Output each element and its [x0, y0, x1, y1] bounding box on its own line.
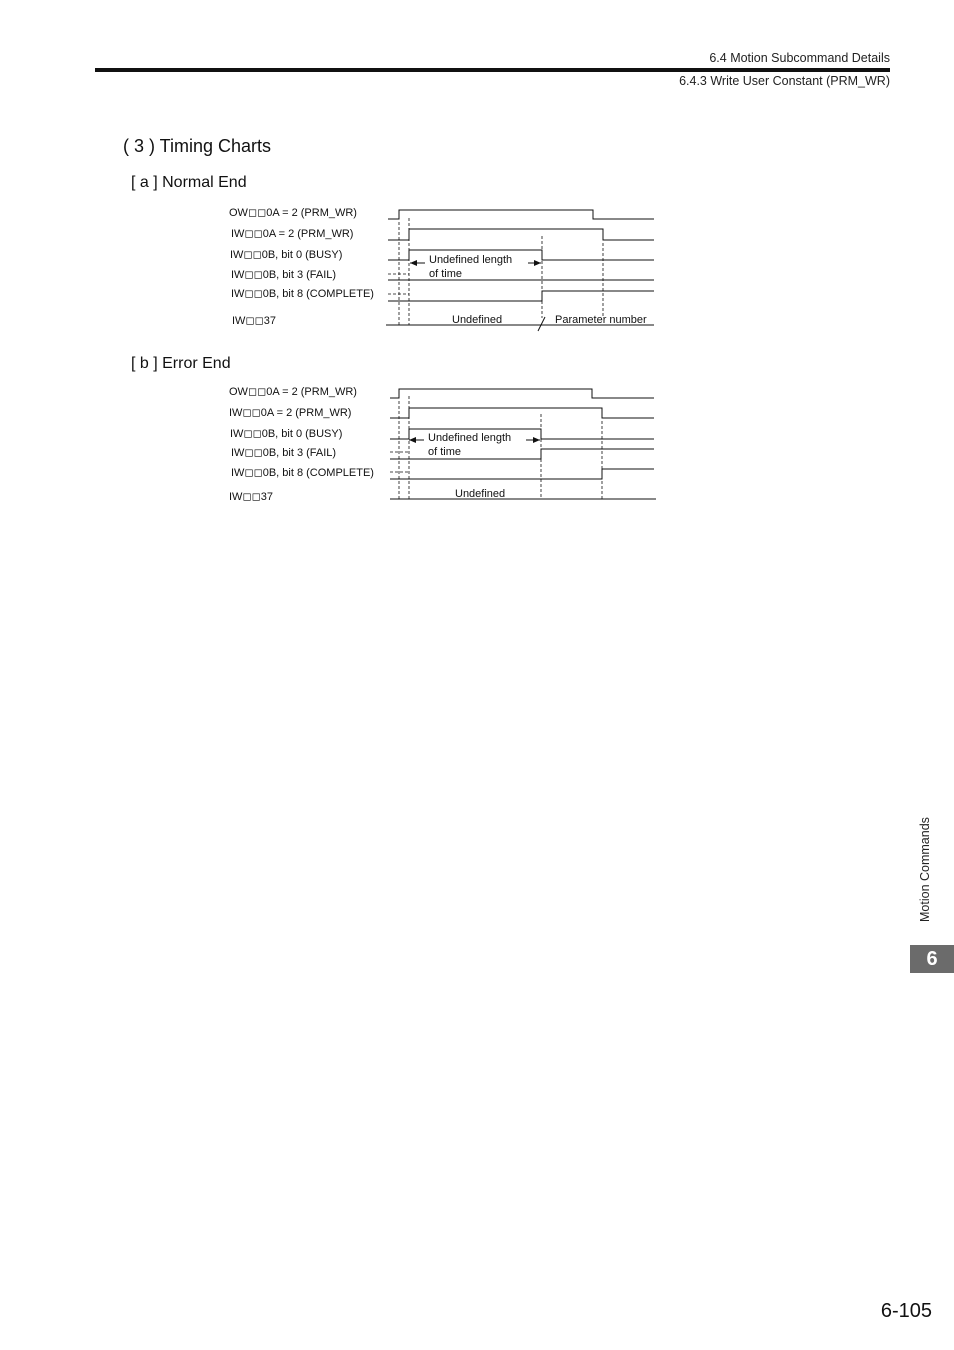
header-subsection: 6.4.3 Write User Constant (PRM_WR) [679, 74, 890, 88]
error-note-line1: Undefined length [428, 432, 512, 444]
normal-end-title: [ a ] Normal End [131, 174, 247, 191]
header-rule [95, 68, 890, 72]
normal-undefined-label: Undefined [452, 314, 503, 326]
error-end-timing-chart [0, 380, 954, 505]
header-section: 6.4 Motion Subcommand Details [709, 51, 890, 65]
page-number: 6-105 [880, 1300, 932, 1322]
normal-wave-busy [388, 250, 654, 260]
error-wave-owprm [390, 389, 654, 398]
error-signal-label-fail: IW◻◻0B, bit 3 (FAIL) [231, 447, 337, 459]
normal-signal-label-fail: IW◻◻0B, bit 3 (FAIL) [231, 269, 337, 281]
normal-wave-iwprm [388, 229, 654, 240]
normal-parameter-label: Parameter number [555, 314, 647, 326]
normal-note-line2: of time [429, 268, 463, 280]
error-end-title: [ b ] Error End [131, 355, 231, 372]
error-note-line2: of time [428, 446, 462, 458]
error-signal-label-busy: IW◻◻0B, bit 0 (BUSY) [230, 428, 343, 440]
normal-note-line1: Undefined length [429, 254, 513, 266]
error-signal-label-complete: IW◻◻0B, bit 8 (COMPLETE) [231, 467, 374, 479]
error-signal-label-iwprm: IW◻◻0A = 2 (PRM_WR) [229, 407, 352, 419]
error-signal-label-owprm: OW◻◻0A = 2 (PRM_WR) [229, 386, 357, 398]
normal-signal-label-iw37: IW◻◻37 [232, 315, 276, 327]
normal-signal-label-owprm: OW◻◻0A = 2 (PRM_WR) [229, 207, 357, 219]
error-wave-complete [390, 469, 654, 479]
normal-signal-label-iwprm: IW◻◻0A = 2 (PRM_WR) [231, 228, 354, 240]
normal-end-timing-chart [0, 200, 954, 335]
side-tab-label: Motion Commands [918, 817, 932, 922]
error-signal-label-iw37: IW◻◻37 [229, 491, 273, 503]
section-title: ( 3 ) Timing Charts [123, 136, 272, 156]
normal-iw37-transition [538, 317, 545, 331]
normal-signal-label-complete: IW◻◻0B, bit 8 (COMPLETE) [231, 288, 374, 300]
error-undefined-label: Undefined [455, 488, 506, 500]
normal-signal-label-busy: IW◻◻0B, bit 0 (BUSY) [230, 249, 343, 261]
normal-wave-complete [388, 291, 654, 301]
error-wave-iwprm [390, 408, 654, 418]
chapter-number: 6 [926, 947, 938, 970]
chapter-tab [910, 945, 954, 973]
normal-wave-owprm [388, 210, 654, 219]
